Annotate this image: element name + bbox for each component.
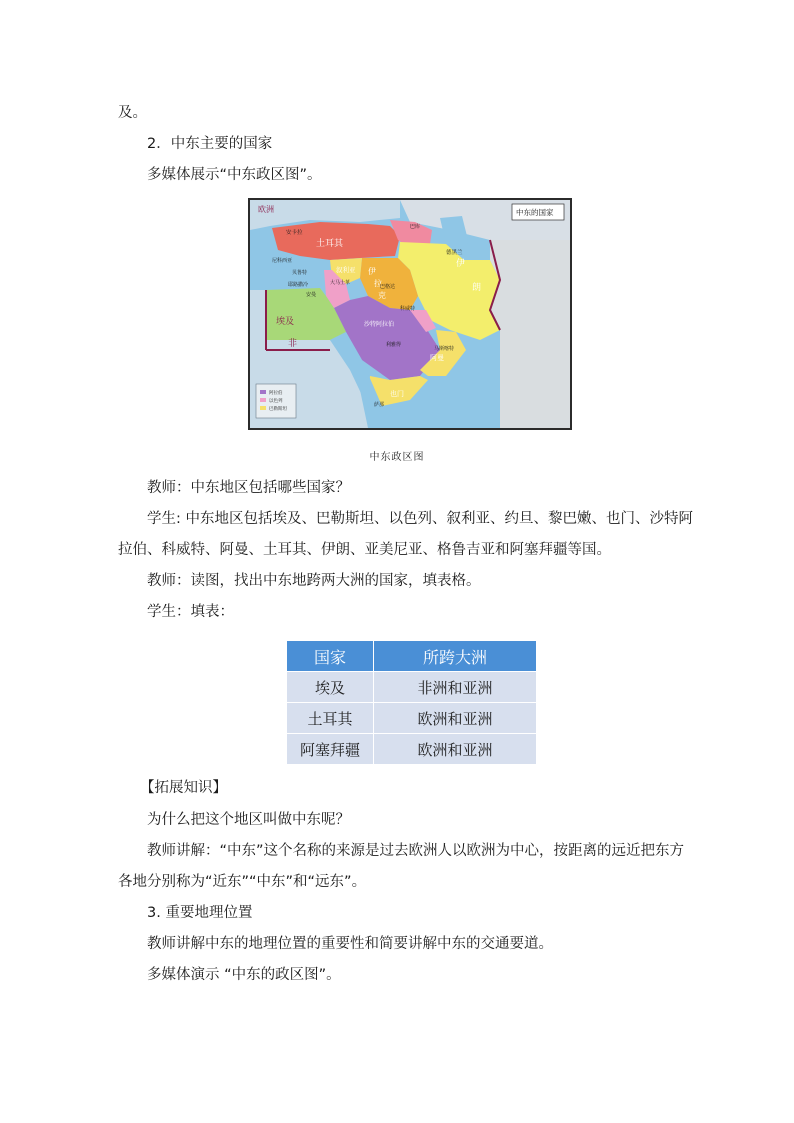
- map-title: 中东的国家: [516, 208, 554, 217]
- map-label: 巴格达: [380, 284, 396, 290]
- map-label: 伊: [456, 259, 466, 269]
- student-answer: 学生: 中东地区包括埃及、巴勒斯坦、以色列、叙利亚、约旦、黎巴嫩、也门、沙特阿: [147, 511, 693, 527]
- map-label: 利雅得: [386, 342, 402, 348]
- map-label: 克: [378, 291, 386, 300]
- map-label: 叙利亚: [336, 266, 356, 274]
- map-label: 土耳其: [316, 239, 344, 249]
- extension-question: 为什么把这个地区叫做中东呢？: [147, 812, 350, 828]
- map-label: 拉: [374, 279, 382, 288]
- teacher-explanation-continued: 各地分别称为“近东”“中东”和“远东”。: [118, 874, 367, 890]
- section-heading-location: 3. 重要地理位置: [147, 905, 253, 921]
- table-row: [287, 734, 537, 765]
- map-label: 埃及: [276, 317, 295, 327]
- map-label: 萨那: [374, 402, 385, 408]
- map-label: 耶路撒冷: [288, 282, 309, 288]
- map-label: 也门: [390, 390, 404, 398]
- transcontinental-table: [286, 640, 537, 765]
- map-label: 尼科西亚: [272, 258, 293, 264]
- teacher-question: 教师：中东地区包括哪些国家？: [147, 480, 350, 496]
- map-label: 贝鲁特: [292, 270, 308, 276]
- map-label: 欧洲: [258, 205, 274, 214]
- table-row: [287, 703, 537, 734]
- map-label: 德黑兰: [446, 250, 463, 256]
- middle-east-map: [248, 198, 572, 430]
- map-label: 伊: [368, 267, 376, 276]
- map-caption: 中东政区图: [369, 452, 425, 463]
- multimedia-demo: 多媒体演示 “中东的政区图”。: [147, 967, 341, 983]
- table-cell: 土耳其: [287, 703, 374, 734]
- map-label: 非: [288, 339, 298, 349]
- section-heading-extension: 【拓展知识】: [140, 780, 227, 796]
- table-row: [287, 672, 537, 703]
- table-cell: 阿塞拜疆: [287, 734, 374, 765]
- map-label: 科威特: [400, 306, 416, 312]
- table-cell: 埃及: [287, 672, 374, 703]
- legend-item: 巴勒斯坦: [269, 407, 287, 412]
- teacher-instruction: 教师：读图，找出中东地跨两大洲的国家，填表格。: [147, 573, 481, 589]
- legend-item: 阿拉伯: [269, 391, 283, 396]
- map-label: 安卡拉: [286, 230, 303, 236]
- paragraph-continuation: 及。: [118, 105, 147, 121]
- table-header: 国家: [287, 641, 374, 672]
- teacher-location-explanation: 教师讲解中东的地理位置的重要性和简要讲解中东的交通要道。: [147, 936, 553, 952]
- map-label: 沙特阿拉伯: [364, 321, 395, 328]
- student-answer-continued: 拉伯、科威特、阿曼、土耳其、伊朗、亚美尼亚、格鲁吉亚和阿塞拜疆等国。: [118, 542, 611, 558]
- table-cell: 非洲和亚洲: [374, 672, 537, 703]
- teacher-explanation: 教师讲解：“中东”这个名称的来源是过去欧洲人以欧洲为中心，按距离的远近把东方: [147, 843, 685, 859]
- map-label: 大马士革: [330, 280, 351, 286]
- section-heading-countries: 2．中东主要的国家: [147, 136, 273, 152]
- paragraph-multimedia: 多媒体展示“中东政区图”。: [147, 167, 322, 183]
- legend-item: 以色列: [269, 399, 283, 404]
- map-label: 朗: [472, 283, 482, 293]
- student-fill-table: 学生：填表：: [147, 604, 234, 620]
- table-cell: 欧洲和亚洲: [374, 734, 537, 765]
- map-label: 巴库: [410, 224, 421, 230]
- map-label: 马斯喀特: [434, 346, 455, 352]
- table-header: 所跨大洲: [374, 641, 537, 672]
- table-cell: 欧洲和亚洲: [374, 703, 537, 734]
- map-label: 安曼: [306, 292, 317, 298]
- map-label: 阿曼: [430, 354, 444, 362]
